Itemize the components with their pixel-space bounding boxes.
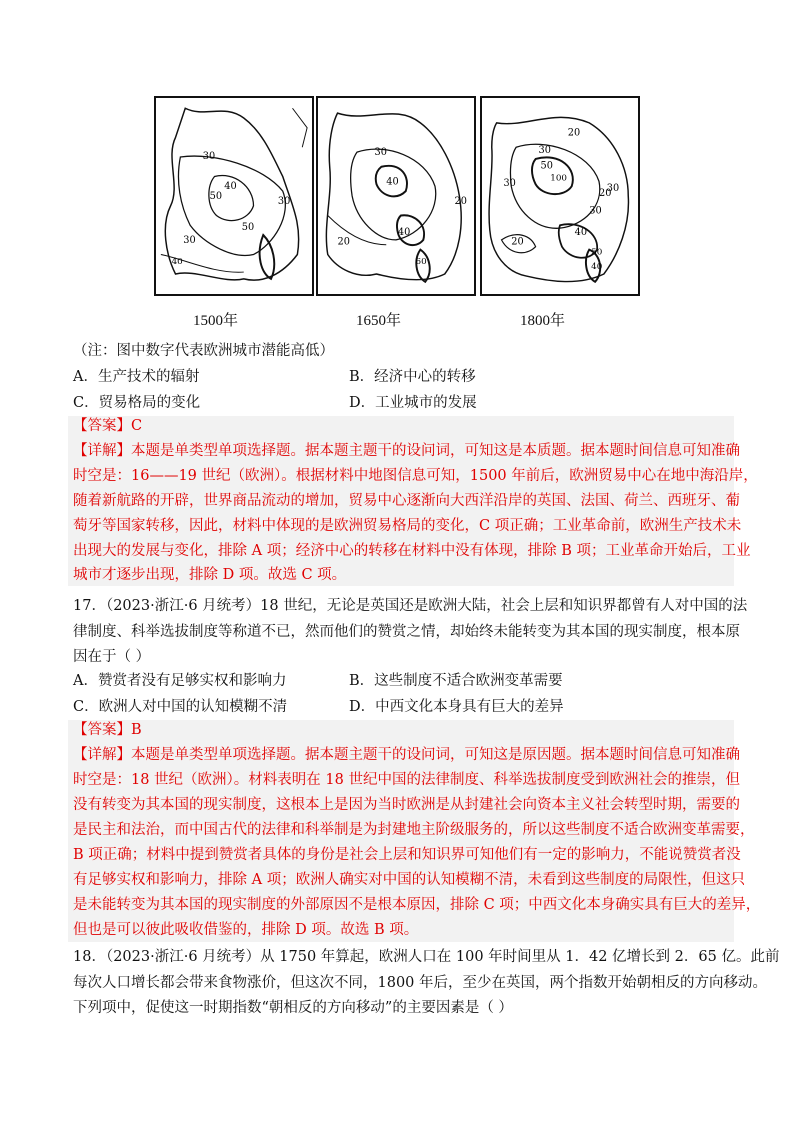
svg-text:30: 30 [538,145,551,157]
q18-stem-line: 下列项中，促使这一时期指数“朝相反的方向移动”的主要因素是（ ） [73,1000,513,1016]
svg-text:30: 30 [374,147,387,159]
svg-text:40: 40 [591,262,603,273]
svg-text:30: 30 [503,178,516,190]
svg-text:20: 20 [567,127,581,139]
map-note: （注：图中数字代表欧洲城市潜能高低） [73,343,334,359]
q17-option-b: B．这些制度不适合欧洲变革需要 [349,673,563,689]
q16-detail-line: 时空是：16——19 世纪（欧洲）。根据材料中地图信息可知，1500 年前后，欧洲贸易中心在地中海沿岸， [73,468,758,484]
map-1500 [154,96,314,296]
europe-maps-figure [154,96,644,296]
q17-detail-line: 【详解】本题是单类型单项选择题。据本题主题干的设问词，可知这是原因题。据本题时间信息可知准确 [73,747,740,763]
q17-detail-line: 是民主和法治，而中国古代的法律和科举制是为封建地主阶级服务的，所以这些制度不适合欧洲变革需要， [73,822,755,838]
svg-text:40: 40 [386,176,399,188]
q17-detail-line: 有足够实权和影响力，排除 A 项；欧洲人确实对中国的认知模糊不清，未看到这些制度的局限性，但这只 [73,872,746,888]
q16-detail-line: 【详解】本题是单类型单项选择题。据本题主题干的设问词，可知这是本质题。据本题时间信息可知准确 [73,443,740,459]
map-1800-drawing [482,98,638,294]
q17-option-d: D．中西文化本身具有巨大的差异 [349,699,564,715]
map-1500-num: 30 [202,150,216,162]
q18-stem-line: 每次人口增长都会带来食物涨价，但这次不同，1800 年后，至少在英国，两个指数开始朝相反的方向移动。 [73,975,768,991]
map-label-1650: 1650年 [356,313,402,329]
svg-text:20: 20 [599,188,612,199]
svg-text:30: 30 [589,205,602,217]
q16-option-c: C．贸易格局的变化 [73,395,201,411]
map-1650-drawing [318,98,474,294]
q17-option-a: A．赞赏者没有足够实权和影响力 [73,673,287,689]
svg-text:100: 100 [550,173,567,184]
q16-detail-line: 出现大的发展与变化，排除 A 项；经济中心的转移在材料中没有体现，排除 B 项；工业革命开始后，工业 [73,543,751,559]
map-1500-drawing [156,98,312,294]
q17-detail-line: 是未能转变为其本国的现实制度的外部原因不是根本原因，排除 C 项；中西文化本身确实具有巨大的差异， [73,897,761,913]
svg-text:60: 60 [415,257,427,268]
svg-text:20: 20 [454,195,467,207]
svg-text:50: 50 [209,190,223,202]
q17-detail-line: B 项正确；材料中提到赞赏者具体的身份是社会上层和知识界可知他们有一定的影响力，不能说赞赏者没 [73,847,741,863]
q17-stem-line: 律制度、科举选拔制度等称道不已，然而他们的赞赏之情，却始终未能转变为其本国的现实制度，根本原 [73,624,740,640]
q16-option-d: D．工业城市的发展 [349,395,477,411]
svg-text:40: 40 [574,226,588,238]
svg-text:40: 40 [171,257,183,268]
q17-answer-box [68,720,761,942]
q18-stem-line: 18．（2023·浙江·6 月统考）从 1750 年算起，欧洲人口在 100 年时间里从 1．42 亿增长到 2．65 亿。此前 [73,949,780,965]
q17-stem-line: 17．（2023·浙江·6 月统考）18 世纪，无论是英国还是欧洲大陆，社会上层和知识界都曾有人对中国的法 [73,598,748,614]
svg-text:30: 30 [277,195,291,207]
q16-answer-box [68,416,758,586]
map-label-1800: 1800年 [520,313,566,329]
q17-answer: 【答案】B [73,722,142,738]
svg-text:50: 50 [540,160,553,172]
svg-text:20: 20 [337,236,350,248]
q17-detail-line: 没有转变为其本国的现实制度，这根本上是因为当时欧洲是从封建社会向资本主义社会转型时期，需要的 [73,797,740,813]
svg-text:50: 50 [241,222,255,234]
q16-answer: 【答案】C [73,418,143,434]
map-1800 [480,96,640,296]
q16-option-b: B．经济中心的转移 [349,369,476,385]
q16-detail-line: 萄牙等国家转移，因此，材料中体现的是欧洲贸易格局的变化，C 项正确；工业革命前，欧洲生产技术未 [73,518,742,534]
q16-detail-line: 城市才逐步出现，排除 D 项。故选 C 项。 [73,567,347,583]
q17-option-c: C．欧洲人对中国的认知模糊不清 [73,699,288,715]
svg-text:30: 30 [606,183,620,195]
svg-text:30: 30 [183,234,196,246]
svg-text:40: 40 [224,181,237,193]
svg-text:20: 20 [511,236,524,248]
map-label-1500: 1500年 [193,313,239,329]
q16-detail-line: 随着新航路的开辟，世界商品流动的增加，贸易中心逐渐向大西洋沿岸的英国、法国、荷兰、西班牙、葡 [73,493,740,509]
q16-option-a: A．生产技术的辐射 [73,369,200,385]
svg-text:40: 40 [397,226,411,238]
q17-detail-line: 但也是可以彼此吸收借鉴的，排除 D 项。故选 B 项。 [73,922,419,938]
map-1650 [316,96,476,296]
q17-detail-line: 时空是：18 世纪（欧洲）。材料表明在 18 世纪中国的法律制度、科举选拔制度受到欧洲社会的推崇，但 [73,772,740,788]
svg-text:50: 50 [591,247,603,258]
q17-stem-line: 因在于（ ） [73,649,151,665]
